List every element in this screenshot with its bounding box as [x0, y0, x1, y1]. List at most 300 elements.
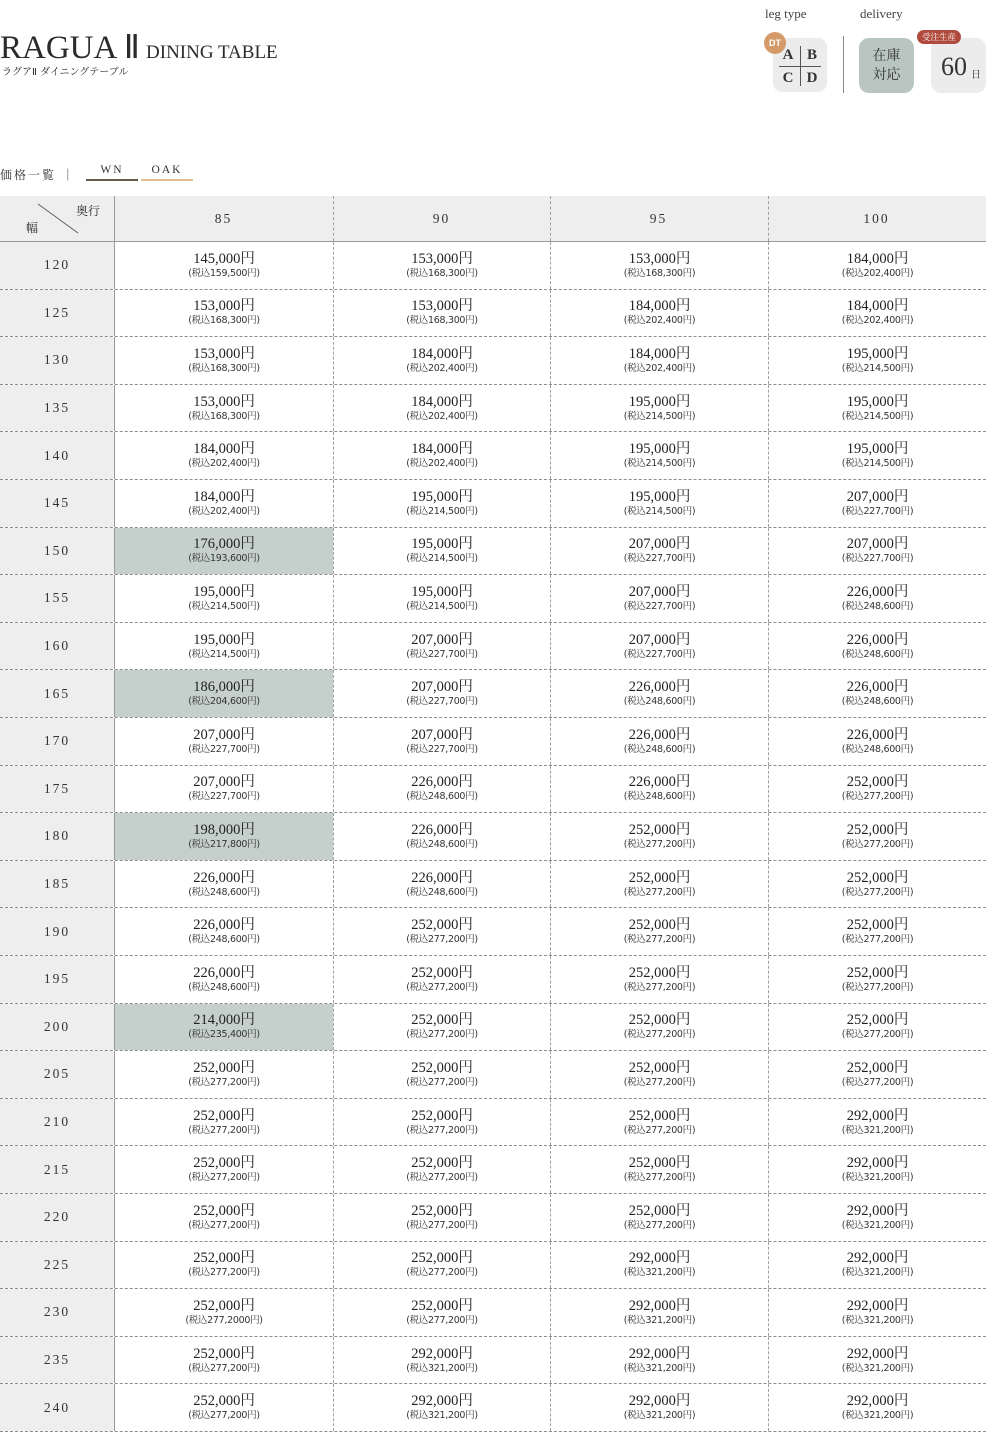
price-cell: [115, 385, 333, 432]
table-row: [0, 766, 986, 814]
table-row: [0, 861, 986, 909]
leg-code-a: A: [782, 46, 794, 63]
price-value: 184,000円: [628, 298, 691, 315]
price-value: 195,000円: [411, 583, 473, 600]
price-value: 292,000円: [628, 1393, 691, 1410]
price-cell: [115, 575, 333, 622]
price-tax-included: (税込227,700円): [406, 696, 478, 708]
price-value: 292,000円: [411, 1345, 473, 1362]
price-tax-included: (税込277,200円): [623, 1219, 696, 1231]
price-tax-included: (税込277,200円): [188, 1267, 260, 1279]
price-tax-included: (税込321,200円): [841, 1362, 914, 1374]
row-width-label: 240: [0, 1384, 115, 1431]
price-tax-included: (税込227,700円): [623, 648, 696, 660]
leg-code-d: D: [806, 69, 818, 86]
leg-code-b: B: [806, 46, 817, 63]
price-tax-included: (税込227,700円): [623, 553, 696, 565]
price-tax-included: (税込277,2000円): [185, 1314, 263, 1326]
price-cell: [333, 813, 550, 860]
price-value: 252,000円: [193, 1345, 255, 1362]
price-cell: [550, 1337, 768, 1384]
price-cell: [550, 861, 768, 908]
price-cell: [550, 1004, 768, 1051]
price-cell: [333, 242, 550, 289]
price-cell: [768, 480, 986, 527]
price-tax-included: (税込248,600円): [841, 743, 914, 755]
price-tax-included: (税込277,200円): [188, 1172, 260, 1184]
table-row: [0, 480, 986, 528]
price-value: 252,000円: [411, 1107, 473, 1124]
row-width-label: 125: [0, 290, 115, 337]
row-width-label: 195: [0, 956, 115, 1003]
column-header: 90: [432, 210, 451, 226]
price-value: 207,000円: [193, 726, 255, 743]
price-cell: [550, 1384, 768, 1431]
price-tax-included: (税込277,200円): [841, 886, 914, 898]
price-tax-included: (税込217,800円): [188, 838, 260, 850]
price-cell: [550, 242, 768, 289]
price-value: 184,000円: [193, 488, 255, 505]
price-tax-included: (税込227,700円): [188, 791, 260, 803]
price-cell: [115, 242, 333, 289]
delivery-label: delivery: [860, 6, 903, 21]
price-value: 252,000円: [628, 1155, 691, 1172]
price-cell: [333, 908, 550, 955]
price-cell: [768, 337, 986, 384]
price-cell: [550, 1146, 768, 1193]
price-value: 226,000円: [411, 774, 473, 791]
table-row: [0, 432, 986, 480]
price-cell: [115, 861, 333, 908]
price-cell: [550, 813, 768, 860]
price-cell-highlighted: [115, 1004, 333, 1051]
price-value: 292,000円: [411, 1393, 473, 1410]
price-tax-included: (税込277,200円): [841, 1076, 914, 1088]
price-tax-included: (税込321,200円): [841, 1219, 914, 1231]
table-row: [0, 337, 986, 385]
price-value: 226,000円: [193, 964, 255, 981]
price-cell: [768, 718, 986, 765]
price-value: 252,000円: [628, 964, 691, 981]
price-cell: [115, 1242, 333, 1289]
row-width-label: 165: [0, 670, 115, 717]
price-list-label: 価格一覧 ｜: [0, 168, 76, 182]
price-tax-included: (税込277,200円): [841, 791, 914, 803]
price-value: 252,000円: [193, 1297, 255, 1314]
price-value: 145,000円: [193, 250, 255, 267]
price-cell: [115, 1337, 333, 1384]
price-value: 207,000円: [628, 631, 691, 648]
price-value: 252,000円: [193, 1107, 255, 1124]
price-value: 226,000円: [846, 631, 909, 648]
price-tax-included: (税込214,500円): [841, 410, 914, 422]
leg-code-c: C: [782, 69, 794, 86]
price-cell: [768, 528, 986, 575]
price-value: 195,000円: [193, 631, 255, 648]
price-cell: [550, 480, 768, 527]
row-width-label: 155: [0, 575, 115, 622]
price-tax-included: (税込248,600円): [188, 886, 260, 898]
price-cell: [115, 1051, 333, 1098]
price-value: 252,000円: [628, 1012, 691, 1029]
price-cell: [768, 432, 986, 479]
price-value: 226,000円: [628, 726, 691, 743]
price-value: 176,000円: [193, 536, 255, 553]
price-cell-highlighted: [115, 670, 333, 717]
price-value: 252,000円: [846, 1012, 909, 1029]
price-cell: [333, 956, 550, 1003]
price-cell: [768, 1146, 986, 1193]
price-value: 226,000円: [846, 583, 909, 600]
table-row: [0, 1384, 986, 1432]
price-value: 292,000円: [846, 1155, 909, 1172]
price-value: 252,000円: [411, 917, 473, 934]
price-cell: [768, 861, 986, 908]
price-value: 207,000円: [411, 726, 473, 743]
price-cell-highlighted: [115, 528, 333, 575]
price-cell: [550, 908, 768, 955]
wood-tab-oak[interactable]: OAK: [151, 164, 183, 176]
price-cell: [333, 385, 550, 432]
price-tax-included: (税込277,200円): [841, 838, 914, 850]
table-row: [0, 1051, 986, 1099]
price-cell: [768, 1099, 986, 1146]
price-tax-included: (税込227,700円): [841, 553, 914, 565]
price-tax-included: (税込321,200円): [841, 1267, 914, 1279]
wood-underline-wn: [86, 179, 138, 181]
price-cell: [550, 766, 768, 813]
price-cell: [550, 1242, 768, 1289]
price-value: 195,000円: [628, 393, 691, 410]
price-value: 207,000円: [628, 583, 691, 600]
price-tax-included: (税込277,200円): [841, 934, 914, 946]
price-cell: [550, 337, 768, 384]
table-row: [0, 1099, 986, 1147]
price-cell: [550, 1194, 768, 1241]
price-value: 252,000円: [411, 1297, 473, 1314]
price-cell: [333, 575, 550, 622]
table-row: [0, 575, 986, 623]
price-value: 292,000円: [846, 1250, 909, 1267]
price-tax-included: (税込227,700円): [841, 505, 914, 517]
row-width-label: 135: [0, 385, 115, 432]
header-divider: [843, 36, 844, 93]
row-width-label: 210: [0, 1099, 115, 1146]
price-value: 153,000円: [411, 250, 473, 267]
price-value: 184,000円: [411, 345, 473, 362]
price-value: 226,000円: [846, 679, 909, 696]
column-header: 95: [649, 210, 668, 226]
price-cell: [115, 908, 333, 955]
price-tax-included: (税込214,500円): [406, 553, 478, 565]
price-cell: [115, 337, 333, 384]
price-tax-included: (税込277,200円): [623, 1124, 696, 1136]
price-value: 184,000円: [846, 250, 909, 267]
price-value: 184,000円: [628, 345, 691, 362]
table-row: [0, 242, 986, 290]
table-row: [0, 623, 986, 671]
price-cell: [768, 623, 986, 670]
price-cell: [333, 1099, 550, 1146]
price-cell: [333, 766, 550, 813]
price-value: 252,000円: [628, 869, 691, 886]
row-width-label: 120: [0, 242, 115, 289]
price-cell: [333, 432, 550, 479]
delivery-days-unit: 日: [971, 70, 981, 81]
price-tax-included: (税込227,700円): [623, 600, 696, 612]
price-tax-included: (税込277,200円): [188, 1410, 260, 1422]
price-value: 252,000円: [193, 1059, 255, 1076]
price-value: 153,000円: [411, 298, 473, 315]
price-tax-included: (税込277,200円): [406, 1267, 478, 1279]
price-tax-included: (税込277,200円): [623, 934, 696, 946]
table-corner: [0, 196, 115, 241]
price-value: 292,000円: [846, 1297, 909, 1314]
price-cell: [115, 432, 333, 479]
column-header: 85: [214, 210, 233, 226]
price-cell: [115, 766, 333, 813]
price-tax-included: (税込277,200円): [623, 838, 696, 850]
price-value: 153,000円: [628, 250, 691, 267]
table-row: [0, 1289, 986, 1337]
price-tax-included: (税込202,400円): [406, 362, 478, 374]
price-value: 252,000円: [846, 1059, 909, 1076]
price-cell: [333, 1384, 550, 1431]
row-width-label: 205: [0, 1051, 115, 1098]
price-value: 252,000円: [411, 1012, 473, 1029]
price-value: 252,000円: [846, 869, 909, 886]
price-tax-included: (税込168,300円): [406, 315, 478, 327]
row-width-label: 185: [0, 861, 115, 908]
row-width-label: 230: [0, 1289, 115, 1336]
price-value: 252,000円: [193, 1393, 255, 1410]
price-cell: [768, 813, 986, 860]
price-tax-included: (税込321,200円): [841, 1410, 914, 1422]
price-cell: [550, 956, 768, 1003]
price-tax-included: (税込214,500円): [188, 600, 260, 612]
price-tax-included: (税込248,600円): [841, 696, 914, 708]
price-cell: [768, 1242, 986, 1289]
table-row: [0, 290, 986, 338]
price-tax-included: (税込235,400円): [188, 1029, 260, 1041]
price-tax-included: (税込277,200円): [623, 1172, 696, 1184]
wood-tab-wn[interactable]: WN: [100, 164, 124, 176]
price-tax-included: (税込248,600円): [841, 600, 914, 612]
price-tax-included: (税込277,200円): [623, 886, 696, 898]
price-cell: [115, 1146, 333, 1193]
price-tax-included: (税込277,200円): [623, 981, 696, 993]
table-row: [0, 956, 986, 1004]
price-tax-included: (税込204,600円): [188, 696, 260, 708]
price-tax-included: (税込248,600円): [623, 743, 696, 755]
price-tax-included: (税込248,600円): [406, 791, 478, 803]
price-cell: [115, 1194, 333, 1241]
price-value: 252,000円: [411, 964, 473, 981]
price-tax-included: (税込202,400円): [188, 458, 260, 470]
price-tax-included: (税込277,200円): [188, 1219, 260, 1231]
price-value: 226,000円: [846, 726, 909, 743]
title-main: RAGUA Ⅱ: [0, 30, 141, 66]
price-cell: [115, 1099, 333, 1146]
product-title: [0, 30, 278, 78]
row-width-label: 225: [0, 1242, 115, 1289]
price-tax-included: (税込277,200円): [623, 1029, 696, 1041]
price-cell: [115, 718, 333, 765]
price-tax-included: (税込321,200円): [623, 1267, 696, 1279]
price-cell: [333, 623, 550, 670]
price-tax-included: (税込214,500円): [406, 600, 478, 612]
table-row: [0, 908, 986, 956]
price-value: 252,000円: [846, 917, 909, 934]
row-width-label: 140: [0, 432, 115, 479]
leg-type-label: leg type: [765, 6, 807, 21]
price-cell: [768, 1194, 986, 1241]
price-value: 292,000円: [846, 1202, 909, 1219]
price-tax-included: (税込321,200円): [406, 1410, 478, 1422]
table-row: [0, 813, 986, 861]
dt-badge: DT: [764, 32, 786, 54]
price-value: 226,000円: [193, 869, 255, 886]
price-value: 292,000円: [846, 1393, 909, 1410]
leg-type-grid: [777, 44, 823, 88]
price-value: 292,000円: [846, 1107, 909, 1124]
wood-underline-oak: [141, 179, 193, 181]
price-tax-included: (税込202,400円): [188, 505, 260, 517]
row-width-label: 190: [0, 908, 115, 955]
price-cell: [115, 1289, 333, 1336]
price-cell: [333, 1051, 550, 1098]
price-tax-included: (税込248,600円): [188, 981, 260, 993]
price-cell: [768, 1051, 986, 1098]
price-tax-included: (税込202,400円): [841, 267, 914, 279]
price-value: 207,000円: [411, 631, 473, 648]
price-value: 226,000円: [411, 869, 473, 886]
price-cell: [333, 337, 550, 384]
price-tax-included: (税込277,200円): [188, 1124, 260, 1136]
price-tax-included: (税込277,200円): [406, 1124, 478, 1136]
price-cell: [550, 528, 768, 575]
price-tax-included: (税込214,500円): [623, 505, 696, 517]
price-tax-included: (税込277,200円): [188, 1076, 260, 1088]
price-tax-included: (税込277,200円): [406, 981, 478, 993]
row-width-label: 145: [0, 480, 115, 527]
price-tax-included: (税込248,600円): [406, 886, 478, 898]
price-cell: [333, 1337, 550, 1384]
price-value: 252,000円: [411, 1059, 473, 1076]
price-cell: [115, 1384, 333, 1431]
price-value: 252,000円: [628, 1059, 691, 1076]
price-cell: [768, 766, 986, 813]
price-value: 153,000円: [193, 393, 255, 410]
price-cell-highlighted: [115, 813, 333, 860]
price-value: 153,000円: [193, 298, 255, 315]
price-value: 184,000円: [193, 441, 255, 458]
price-cell: [550, 575, 768, 622]
price-value: 186,000円: [193, 679, 255, 696]
price-tax-included: (税込214,500円): [623, 458, 696, 470]
price-cell: [768, 242, 986, 289]
price-tax-included: (税込277,200円): [406, 1219, 478, 1231]
row-width-label: 180: [0, 813, 115, 860]
price-tax-included: (税込227,700円): [188, 743, 260, 755]
price-cell: [768, 956, 986, 1003]
price-tax-included: (税込321,200円): [623, 1362, 696, 1374]
price-value: 252,000円: [628, 1202, 691, 1219]
price-value: 226,000円: [411, 821, 473, 838]
price-value: 292,000円: [628, 1250, 691, 1267]
price-tax-included: (税込321,200円): [406, 1362, 478, 1374]
price-tax-included: (税込277,200円): [188, 1362, 260, 1374]
price-tax-included: (税込202,400円): [623, 362, 696, 374]
row-width-label: 130: [0, 337, 115, 384]
price-cell: [768, 1384, 986, 1431]
price-cell: [550, 290, 768, 337]
price-value: 292,000円: [628, 1297, 691, 1314]
price-cell: [333, 1146, 550, 1193]
price-value: 226,000円: [628, 774, 691, 791]
price-tax-included: (税込202,400円): [406, 410, 478, 422]
table-row: [0, 670, 986, 718]
price-cell: [550, 1051, 768, 1098]
price-cell: [333, 1242, 550, 1289]
price-value: 252,000円: [411, 1250, 473, 1267]
row-width-label: 175: [0, 766, 115, 813]
price-cell: [768, 1004, 986, 1051]
stock-line1: 在庫: [872, 47, 901, 64]
price-value: 252,000円: [193, 1250, 255, 1267]
stock-badge: [859, 38, 914, 93]
price-tax-included: (税込202,400円): [406, 458, 478, 470]
price-tax-included: (税込321,200円): [841, 1124, 914, 1136]
price-cell: [768, 908, 986, 955]
price-tax-included: (税込321,200円): [623, 1314, 696, 1326]
price-tax-included: (税込193,600円): [188, 553, 260, 565]
price-value: 292,000円: [628, 1345, 691, 1362]
price-tax-included: (税込214,500円): [841, 362, 914, 374]
price-tax-included: (税込214,500円): [406, 505, 478, 517]
table-row: [0, 1337, 986, 1385]
price-value: 207,000円: [628, 536, 691, 553]
price-cell: [333, 1194, 550, 1241]
price-value: 292,000円: [846, 1345, 909, 1362]
price-tax-included: (税込159,500円): [188, 267, 260, 279]
price-tax-included: (税込321,200円): [623, 1410, 696, 1422]
price-value: 195,000円: [411, 488, 473, 505]
price-cell: [115, 290, 333, 337]
price-cell: [550, 623, 768, 670]
price-cell: [115, 480, 333, 527]
price-value: 207,000円: [411, 679, 473, 696]
table-row: [0, 528, 986, 576]
price-cell: [333, 480, 550, 527]
title-kana: ラグアⅡ ダイニングテーブル: [2, 67, 129, 78]
price-value: 195,000円: [846, 345, 909, 362]
price-cell: [333, 1289, 550, 1336]
table-row: [0, 1004, 986, 1052]
price-tax-included: (税込321,200円): [841, 1172, 914, 1184]
table-row: [0, 1146, 986, 1194]
price-tax-included: (税込214,500円): [188, 648, 260, 660]
row-width-label: 200: [0, 1004, 115, 1051]
table-row: [0, 385, 986, 433]
row-width-label: 170: [0, 718, 115, 765]
corner-depth-label: 奥行: [75, 204, 100, 218]
column-header: 100: [863, 210, 890, 226]
price-value: 252,000円: [193, 1155, 255, 1172]
made-to-order-badge: 受注生産: [917, 30, 961, 44]
price-value: 195,000円: [193, 583, 255, 600]
delivery-days: 60: [941, 52, 967, 81]
